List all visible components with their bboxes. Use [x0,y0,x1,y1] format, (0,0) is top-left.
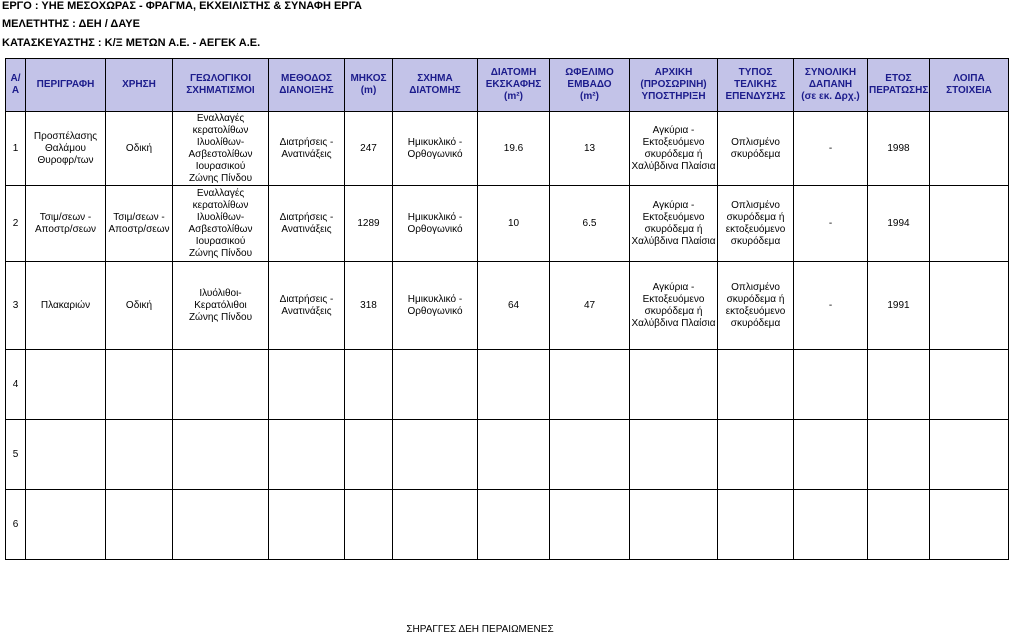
cell-typos: Οπλισμένο σκυρόδεμα ή εκτοξευόμενο σκυρόδεμα [718,262,794,350]
cell-methodos [269,350,345,420]
tunnels-table [5,58,1009,560]
cell-geologikoi: Εναλλαγές κερατολίθων Ιλυολίθων- Ασβεστολίθων Ιουρασικού Ζώνης Πίνδου [173,186,269,262]
cell-perigrafi: Πλακαριών [26,262,106,350]
cell-xrisi [106,350,173,420]
cell-typos: Οπλισμένο σκυρόδεμα [718,112,794,186]
cell-methodos: Διατρήσεις - Ανατινάξεις [269,186,345,262]
col-sxima: ΣΧΗΜΑ ΔΙΑΤΟΜΗΣ [393,59,478,112]
col-diatomi-ekskafis: ΔΙΑΤΟΜΗ ΕΚΣΚΑΦΗΣ (m²) [478,59,550,112]
cell-loipa [930,262,1009,350]
col-aa: Α/Α [6,59,26,112]
cell-geologikoi [173,350,269,420]
cell-geologikoi: Ιλυόλιθοι- Κερατόλιθοι Ζώνης Πίνδου [173,262,269,350]
cell-sxima [393,420,478,490]
cell-geologikoi: Εναλλαγές κερατολίθων Ιλυολίθων- Ασβεστολίθων Ιουρασικού Ζώνης Πίνδου [173,112,269,186]
cell-arxiki [630,420,718,490]
cell-sxima [393,350,478,420]
cell-perigrafi [26,490,106,560]
cell-etos [868,420,930,490]
cell-synoliki [794,350,868,420]
cell-methodos [269,420,345,490]
cell-loipa [930,490,1009,560]
cell-mikos: 247 [345,112,393,186]
col-perigrafi: ΠΕΡΙΓΡΑΦΗ [26,59,106,112]
cell-perigrafi [26,350,106,420]
cell-xrisi: Οδική [106,112,173,186]
col-methodos: ΜΕΘΟΔΟΣ ΔΙΑΝΟΙΞΗΣ [269,59,345,112]
cell-methodos: Διατρήσεις - Ανατινάξεις [269,112,345,186]
cell-diatomi [478,490,550,560]
cell-mikos: 1289 [345,186,393,262]
cell-perigrafi [26,420,106,490]
cell-diatomi: 10 [478,186,550,262]
cell-synoliki [794,490,868,560]
cell-synoliki: - [794,186,868,262]
cell-loipa [930,186,1009,262]
cell-xrisi [106,490,173,560]
cell-sxima: Ημικυκλικό - Ορθογωνικό [393,262,478,350]
col-typos-epenthysis: ΤΥΠΟΣ ΤΕΛΙΚΗΣ ΕΠΕΝΔΥΣΗΣ [718,59,794,112]
table-row [6,262,1009,350]
cell-arxiki: Αγκύρια - Εκτοξευόμενο σκυρόδεμα ή Χαλύβδινα Πλαίσια [630,112,718,186]
cell-diatomi: 64 [478,262,550,350]
col-mikos: ΜΗΚΟΣ (m) [345,59,393,112]
col-synoliki-dapani: ΣΥΝΟΛΙΚΗ ΔΑΠΑΝΗ (σε εκ. Δρχ.) [794,59,868,112]
cell-diatomi: 19.6 [478,112,550,186]
cell-ofelimo [550,420,630,490]
cell-sxima: Ημικυκλικό - Ορθογωνικό [393,186,478,262]
table-row [6,490,1009,560]
cell-arxiki: Αγκύρια - Εκτοξευόμενο σκυρόδεμα ή Χαλύβδινα Πλαίσια [630,262,718,350]
col-etos-peratosis: ΕΤΟΣ ΠΕΡΑΤΩΣΗΣ [868,59,930,112]
cell-typos [718,420,794,490]
cell-methodos: Διατρήσεις - Ανατινάξεις [269,262,345,350]
cell-xrisi [106,420,173,490]
cell-synoliki: - [794,112,868,186]
cell-ofelimo: 47 [550,262,630,350]
col-geologikoi: ΓΕΩΛΟΓΙΚΟΙ ΣΧΗΜΑΤΙΣΜΟΙ [173,59,269,112]
table-row [6,420,1009,490]
cell-aa: 1 [6,112,26,186]
cell-perigrafi: Τσιμ/σεων - Αποστρ/σεων [26,186,106,262]
cell-aa: 6 [6,490,26,560]
table-row [6,186,1009,262]
cell-typos: Οπλισμένο σκυρόδεμα ή εκτοξευόμενο σκυρόδεμα [718,186,794,262]
table-row [6,112,1009,186]
cell-loipa [930,350,1009,420]
cell-sxima: Ημικυκλικό - Ορθογωνικό [393,112,478,186]
cell-methodos [269,490,345,560]
cell-ofelimo: 6.5 [550,186,630,262]
cell-diatomi [478,350,550,420]
cell-synoliki: - [794,262,868,350]
cell-aa: 5 [6,420,26,490]
cell-diatomi [478,420,550,490]
cell-perigrafi: Προσπέλασης Θαλάμου Θυροφρ/των [26,112,106,186]
cell-mikos [345,420,393,490]
designer-line: ΜΕΛΕΤΗΤΗΣ : ΔΕΗ / ΔΑΥΕ [2,18,140,30]
cell-sxima [393,490,478,560]
cell-aa: 2 [6,186,26,262]
cell-loipa [930,420,1009,490]
cell-geologikoi [173,420,269,490]
cell-ofelimo [550,490,630,560]
cell-ofelimo: 13 [550,112,630,186]
cell-etos: 1991 [868,262,930,350]
cell-etos: 1998 [868,112,930,186]
cell-mikos [345,350,393,420]
project-title: ΕΡΓΟ : ΥΗΕ ΜΕΣΟΧΩΡΑΣ - ΦΡΑΓΜΑ, ΕΚΧΕΙΛΙΣΤΗΣ & ΣΥΝΑΦΗ ΕΡΓΑ [2,0,362,12]
cell-arxiki [630,490,718,560]
contractor-line: ΚΑΤΑΣΚΕΥΑΣΤΗΣ : Κ/Ξ ΜΕΤΩΝ Α.Ε. - ΑΕΓΕΚ Α.Ε. [2,37,261,49]
cell-loipa [930,112,1009,186]
col-arxiki-ypostiriksi: ΑΡΧΙΚΗ (ΠΡΟΣΩΡΙΝΗ) ΥΠΟΣΤΗΡΙΞΗ [630,59,718,112]
col-xrisi: ΧΡΗΣΗ [106,59,173,112]
cell-aa: 3 [6,262,26,350]
cell-arxiki [630,350,718,420]
cell-aa: 4 [6,350,26,420]
col-loipa-stoixeia: ΛΟΙΠΑ ΣΤΟΙΧΕΙΑ [930,59,1009,112]
cell-xrisi: Τσιμ/σεων - Αποστρ/σεων [106,186,173,262]
cell-geologikoi [173,490,269,560]
page-footer: ΣΗΡΑΓΓΕΣ ΔΕΗ ΠΕΡΑΙΩΜΕΝΕΣ [406,624,554,635]
cell-typos [718,490,794,560]
cell-etos: 1994 [868,186,930,262]
cell-mikos: 318 [345,262,393,350]
table-row [6,350,1009,420]
cell-etos [868,490,930,560]
cell-mikos [345,490,393,560]
cell-etos [868,350,930,420]
cell-synoliki [794,420,868,490]
col-ofelimo-emvado: ΩΦΕΛΙΜΟ ΕΜΒΑΔΟ (m²) [550,59,630,112]
cell-ofelimo [550,350,630,420]
table-header-row [6,59,1009,112]
cell-typos [718,350,794,420]
cell-arxiki: Αγκύρια - Εκτοξευόμενο σκυρόδεμα ή Χαλύβδινα Πλαίσια [630,186,718,262]
cell-xrisi: Οδική [106,262,173,350]
